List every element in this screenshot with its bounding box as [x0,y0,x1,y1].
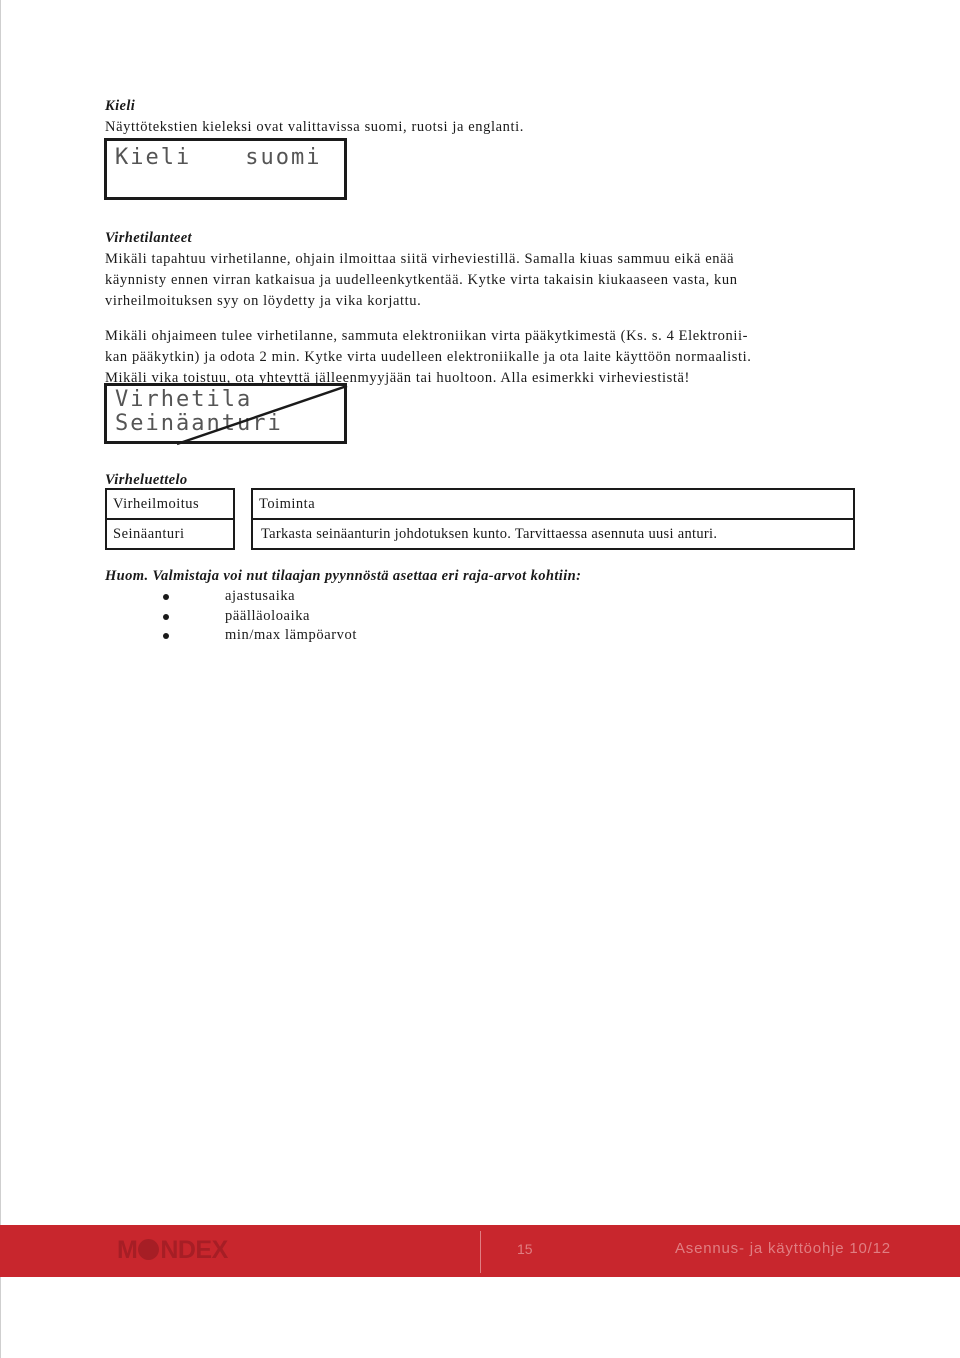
errors-para1-line: Mikäli tapahtuu virhetilanne, ohjain ilmoittaa siitä virheviestillä. Samalla kiuas sammuu eikä enää [105,251,735,267]
logo-o-icon [138,1239,159,1260]
errors-para2-line: Mikäli ohjaimeen tulee virhetilanne, sammuta elektroniikan virta pääkytkimestä (Ks. s. 4 Elektronii- [105,328,749,344]
language-section [105,96,865,138]
language-heading: Kieli [105,98,136,114]
list-item: ajastusaika [105,587,865,607]
table-header-error: Virheilmoitus [105,488,235,520]
bullet-icon [163,594,169,600]
language-lcd-display [104,138,347,200]
errors-para2 [105,326,865,389]
page-border [0,0,1,1358]
list-item: päälläoloaika [105,607,865,627]
lcd-language-label: Kieli [115,145,192,170]
note-text: Huom. Valmistaja voi nut tilaajan pyynnöstä asettaa eri raja-arvot kohtiin: [105,568,582,584]
language-text: Näyttötekstien kieleksi ovat valittavissa suomi, ruotsi ja englanti. [105,119,524,135]
lcd-language-value: suomi [245,145,322,170]
errors-para2-line: Mikäli vika toistuu, ota yhteyttä jälleenmyyjään tai huoltoon. Alla esimerkki virheviestistä! [105,370,690,386]
errors-heading: Virhetilanteet [105,230,192,246]
error-list-heading: Virheluettelo [105,472,188,488]
table-header-action: Toiminta [251,488,855,520]
note-list [105,587,865,646]
error-table [105,488,855,550]
list-item: min/max lämpöarvot [105,626,865,646]
errors-section [105,228,865,389]
lcd-error-line2: Seinäanturi [115,411,283,436]
errors-para1-line: käynnisty ennen virran katkaisua ja uudelleenkytkentää. Kytke virta takaisin kiukaaseen vasta, kun [105,272,738,288]
errors-para1-line: virheilmoituksen syy on löydetty ja vika korjattu. [105,293,422,309]
footer-divider [480,1231,481,1273]
table-cell-action: Tarkasta seinäanturin johdotuksen kunto. Tarvittaessa asennuta uusi anturi. [251,518,855,550]
note-section [105,566,865,646]
lcd-error-line1: Virhetila [115,387,253,412]
table-cell-error: Seinäanturi [105,518,235,550]
bullet-icon [163,633,169,639]
error-lcd-display [104,383,347,444]
page-number: 15 [517,1241,533,1257]
page-footer [0,1225,960,1277]
mondex-logo: M NDEX [117,1236,228,1264]
lcd-diagonal-line [107,386,350,447]
bullet-icon [163,614,169,620]
errors-para1 [105,249,865,312]
errors-para2-line: kan pääkytkin) ja odota 2 min. Kytke virta uudelleen elektroniikalle ja ota laite käyttöön normaalisti. [105,349,752,365]
footer-doc-title: Asennus- ja käyttöohje 10/12 [675,1240,891,1257]
